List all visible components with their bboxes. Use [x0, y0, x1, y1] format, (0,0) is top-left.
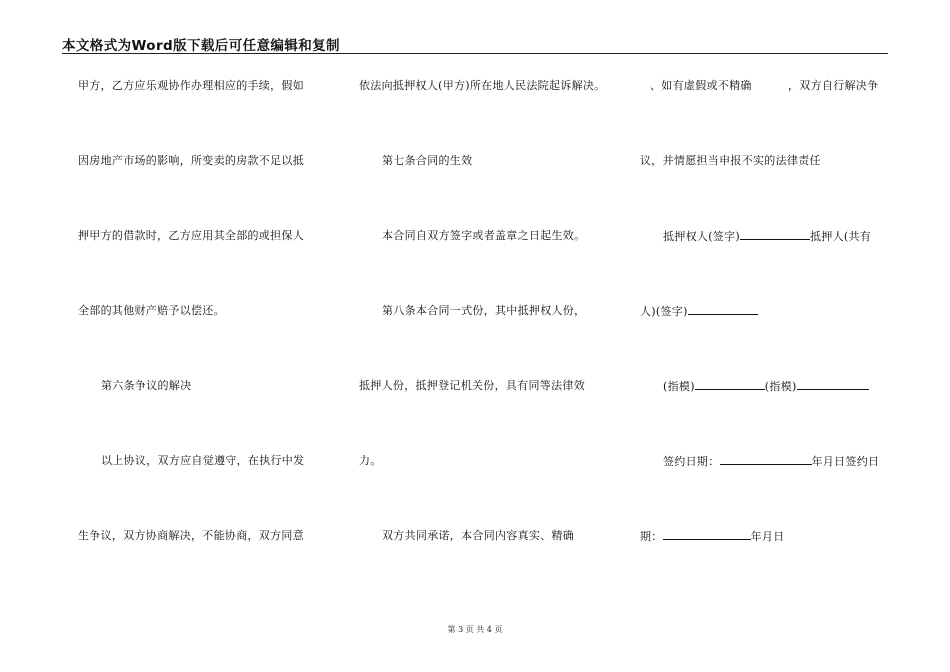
- section-heading: 第七条合同的生效: [382, 154, 473, 167]
- text-line: 、如有虚假或不精确: [650, 79, 752, 92]
- second-date-suffix: 年月日: [750, 530, 785, 543]
- text-line: 以上协议，双方应自觉遵守，在执行中发: [101, 454, 305, 467]
- header-divider: [62, 53, 888, 54]
- text-line: 全部的其他财产赔予以偿还。: [78, 304, 225, 317]
- mortgagor-signature-label: 抵押人(共有: [809, 230, 872, 243]
- fingerprint-blank-2: [797, 379, 869, 390]
- text-line: 双方共同承诺，本合同内容真实、精确: [382, 529, 575, 542]
- text-line: 甲方，乙方应乐观协作办理相应的手续，假如: [78, 79, 304, 92]
- fingerprint-label-1: (指模): [663, 380, 695, 393]
- text-line: 依法向抵押权人(甲方)所在地人民法院起诉解决。: [359, 79, 606, 92]
- date-label-continued: 期：: [640, 530, 663, 543]
- text-line: 押甲方的借款时，乙方应用其全部的或担保人: [78, 229, 304, 242]
- page-header: [62, 34, 888, 54]
- text-line: 本合同自双方签字或者盖章之日起生效。: [382, 229, 586, 242]
- second-date-blank: [663, 529, 751, 540]
- mortgagee-signature-label: 抵押权人(签字): [663, 230, 740, 243]
- signing-date-suffix: 年月日签约日: [811, 455, 880, 468]
- text-line: 议，并情愿担当申报不实的法律责任: [640, 154, 821, 167]
- text-line: 力。: [359, 454, 382, 467]
- section-heading: 第六条争议的解决: [101, 379, 192, 392]
- signature-line: [640, 304, 758, 319]
- text-line: ，双方自行解决争: [788, 79, 879, 92]
- co-owner-signature-blank: [688, 304, 758, 315]
- signing-date-label: 签约日期：: [663, 455, 720, 468]
- text-line: 第八条本合同一式份，其中抵押权人份，: [382, 304, 586, 317]
- document-title: 本文格式为Word版下载后可任意编辑和复制: [62, 38, 340, 54]
- signing-date-blank: [720, 454, 812, 465]
- signature-line: [663, 229, 871, 244]
- text-line: 抵押人份，抵押登记机关份，具有同等法律效: [359, 379, 585, 392]
- text-line: 生争议，双方协商解决，不能协商，双方同意: [78, 529, 304, 542]
- mortgagee-signature-blank: [740, 229, 810, 240]
- text-line: 因房地产市场的影响，所变卖的房款不足以抵: [78, 154, 304, 167]
- date-line: [640, 529, 785, 544]
- fingerprint-line: [663, 379, 869, 394]
- fingerprint-blank-1: [695, 379, 765, 390]
- date-line: [663, 454, 879, 469]
- co-owner-signature-label: 人)(签字): [640, 305, 688, 318]
- page-number: 第 3 页 共 4 页: [447, 625, 503, 634]
- fingerprint-label-2: (指模): [764, 380, 797, 393]
